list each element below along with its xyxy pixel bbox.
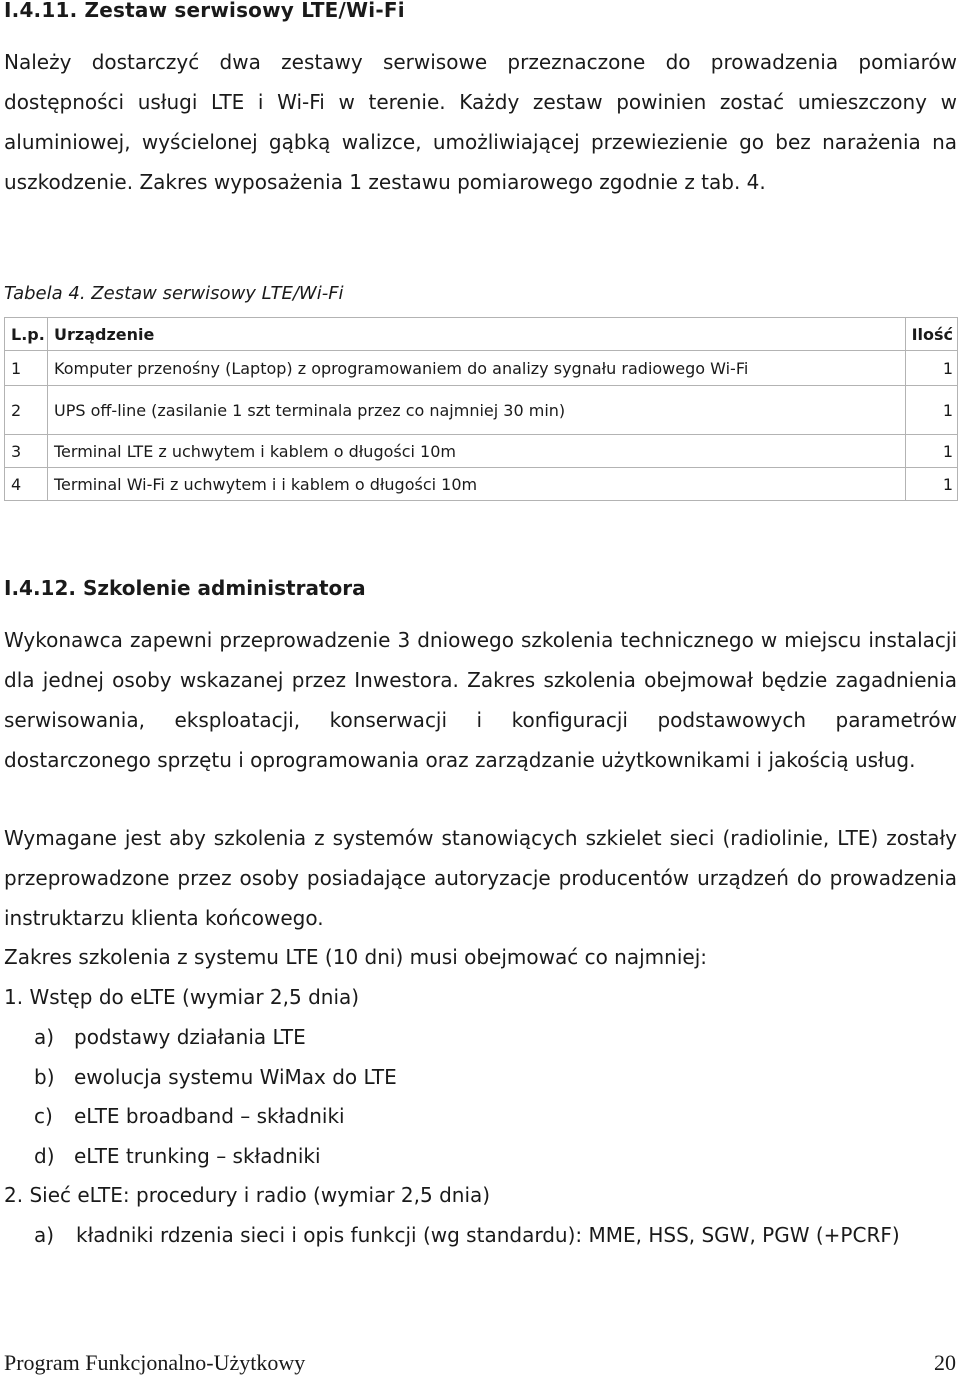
cell-qty: 1	[905, 386, 957, 435]
section-4-12-paragraph-1: Wykonawca zapewni przeprowadzenie 3 dniowego szkolenia technicznego w miejscu instalacji dla jednej osoby wskazanej przez Inwestora. Zakres szkolenia obejmował będzie zagadnienia serwisowania, eksploatacji, konserwacji i konfiguracji podstawowych parametrów dostarczonego sprzętu i oprogramowania oraz zarządzanie użytkownikami i jakością usług.	[4, 628, 957, 772]
sub-list-item	[34, 1017, 306, 1057]
sub-list-item-text: eLTE trunking – składniki	[74, 1144, 321, 1168]
cell-device: Terminal Wi-Fi z uchwytem i i kablem o długości 10m	[48, 468, 906, 501]
header-device: Urządzenie	[48, 318, 906, 351]
section-heading-4-11: I.4.11. Zestaw serwisowy LTE/Wi-Fi	[4, 0, 405, 22]
cell-lp: 3	[5, 435, 48, 468]
list-item-number: 1.	[4, 985, 24, 1009]
cell-qty: 1	[905, 351, 957, 386]
sub-list-item-label: a)	[34, 1223, 55, 1247]
sub-list-item	[34, 1057, 397, 1097]
cell-device: UPS off-line (zasilanie 1 szt terminala przez co najmniej 30 min)	[48, 386, 906, 435]
footer-document-title: Program Funkcjonalno-Użytkowy	[4, 1350, 306, 1375]
sub-list-item	[34, 1096, 345, 1136]
header-lp: L.p.	[5, 318, 48, 351]
equipment-table	[4, 317, 958, 501]
list-item-text: Wstęp do eLTE (wymiar 2,5 dnia)	[29, 985, 360, 1009]
cell-lp: 2	[5, 386, 48, 435]
section-4-12-paragraph-3: Zakres szkolenia z systemu LTE (10 dni) musi obejmować co najmniej:	[4, 945, 707, 969]
sub-list-item-text: eLTE broadband – składniki	[74, 1104, 345, 1128]
sub-list-item-text: kładniki rdzenia sieci i opis funkcji (wg standardu): MME, HSS, SGW, PGW (+PCRF)	[76, 1223, 900, 1247]
table-caption: Tabela 4. Zestaw serwisowy LTE/Wi-Fi	[4, 283, 344, 304]
cell-qty: 1	[905, 468, 957, 501]
sub-list-item-text: ewolucja systemu WiMax do LTE	[74, 1065, 397, 1089]
list-item	[4, 977, 359, 1017]
sub-list-item-label: b)	[34, 1065, 55, 1089]
cell-lp: 4	[5, 468, 48, 501]
sub-list-item-label: d)	[34, 1144, 55, 1168]
cell-lp: 1	[5, 351, 48, 386]
sub-list-item	[34, 1136, 321, 1176]
table-row	[5, 386, 958, 435]
cell-qty: 1	[905, 435, 957, 468]
sub-list-item-text: podstawy działania LTE	[74, 1025, 306, 1049]
table-row	[5, 351, 958, 386]
footer-page-number: 20	[934, 1350, 956, 1375]
table-row	[5, 468, 958, 501]
table-row	[5, 435, 958, 468]
list-item-text: Sieć eLTE: procedury i radio (wymiar 2,5 dnia)	[29, 1183, 491, 1207]
list-item-number: 2.	[4, 1183, 24, 1207]
table-header-row	[5, 318, 958, 351]
sub-list-item-label: c)	[34, 1104, 53, 1128]
header-qty: Ilość	[905, 318, 957, 351]
sub-list-item-label: a)	[34, 1025, 55, 1049]
cell-device: Terminal LTE z uchwytem i kablem o długości 10m	[48, 435, 906, 468]
section-heading-4-12: I.4.12. Szkolenie administratora	[4, 576, 366, 600]
list-item	[4, 1175, 490, 1215]
cell-device: Komputer przenośny (Laptop) z oprogramowaniem do analizy sygnału radiowego Wi-Fi	[48, 351, 906, 386]
section-4-12-paragraph-2: Wymagane jest aby szkolenia z systemów stanowiących szkielet sieci (radiolinie, LTE) zostały przeprowadzone przez osoby posiadające autoryzacje producentów urządzeń do prowadzenia instruktarzu klienta końcowego.	[4, 826, 957, 930]
section-4-11-paragraph: Należy dostarczyć dwa zestawy serwisowe przeznaczone do prowadzenia pomiarów dostępności usługi LTE i Wi-Fi w terenie. Każdy zestaw powinien zostać umieszczony w aluminiowej, wyścielonej gąbką walizce, umożliwiającej przewiezienie go bez narażenia na uszkodzenie. Zakres wyposażenia 1 zestawu pomiarowego zgodnie z tab. 4.	[4, 50, 957, 194]
